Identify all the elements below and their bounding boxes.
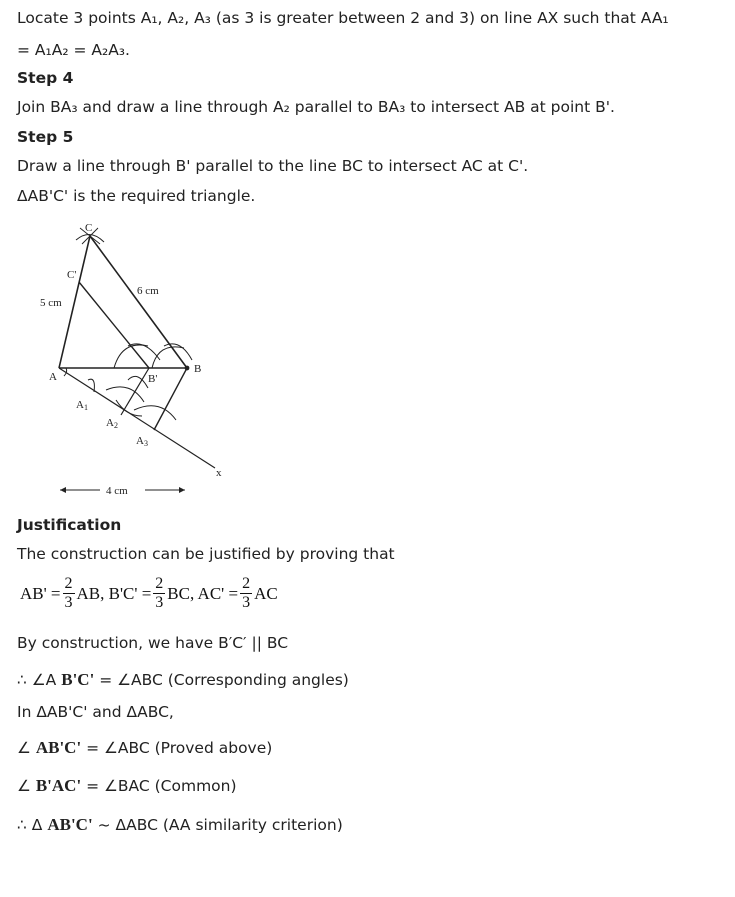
angle-common-line: ∠ B'AC' = ∠BAC (Common) [17, 776, 237, 795]
step4-heading: Step 4 [17, 69, 74, 87]
fraction-two-thirds: $\frac{2}{3}$ [64, 575, 73, 611]
label-a2: A2 [106, 417, 118, 430]
similarity-conclusion-line: ∴ Δ AB'C' ~ ΔABC (AA similarity criterion) [17, 815, 343, 834]
step5-heading: Step 5 [17, 128, 74, 146]
label-side-ac: 5 cm [40, 297, 62, 309]
arc-at-a2 [106, 387, 144, 402]
label-a1: A1 [76, 399, 88, 412]
side-bc [90, 236, 187, 368]
justification-heading: Justification [17, 516, 122, 534]
label-b: B [194, 363, 202, 375]
label-c-prime: C' [67, 269, 77, 281]
arc-at-b-prime [114, 345, 148, 368]
label-side-ab: 4 cm [106, 485, 128, 497]
step4-text: Join BA₃ and draw a line through A₂ parallel to BA₃ to intersect AB at point B'. [17, 98, 615, 116]
construction-figure [30, 220, 240, 505]
side-ac [59, 236, 90, 368]
required-triangle-text: ΔAB'C' is the required triangle. [17, 187, 256, 205]
label-a3: A3 [136, 435, 148, 448]
in-triangles-text: In ΔAB'C' and ΔABC, [17, 703, 174, 721]
ratio-formula: AB' = $\frac{2}{3}$ AB, B'C' = $\frac{2}{3}$ BC, AC' = $\frac{2}{3}$ AC [20, 575, 278, 611]
label-c: C [85, 222, 93, 234]
by-construction-text: By construction, we have B′C′ || BC [17, 634, 289, 652]
step5-text: Draw a line through B' parallel to the line BC to intersect AC at C'. [17, 157, 529, 175]
ray-ax [59, 368, 215, 468]
angle-proved-line: ∠ AB'C' = ∠ABC (Proved above) [17, 738, 273, 757]
arc-at-a3 [134, 406, 176, 420]
point-b [185, 366, 190, 371]
label-x: x [216, 467, 222, 479]
step3-text-cont: = A₁A₂ = A₂A₃. [17, 41, 130, 59]
step3-text: Locate 3 points A₁, A₂, A₃ (as 3 is greater between 2 and 3) on line AX such that AA₁ [17, 9, 669, 27]
segment-a3-b [154, 368, 187, 430]
corresponding-angles-line: ∴ ∠A B'C' = ∠ABC (Corresponding angles) [17, 670, 349, 689]
label-b-prime: B' [148, 373, 158, 385]
label-a: A [49, 371, 57, 383]
justified-by-text: The construction can be justified by proving that [17, 545, 395, 563]
label-side-bc: 6 cm [137, 285, 159, 297]
